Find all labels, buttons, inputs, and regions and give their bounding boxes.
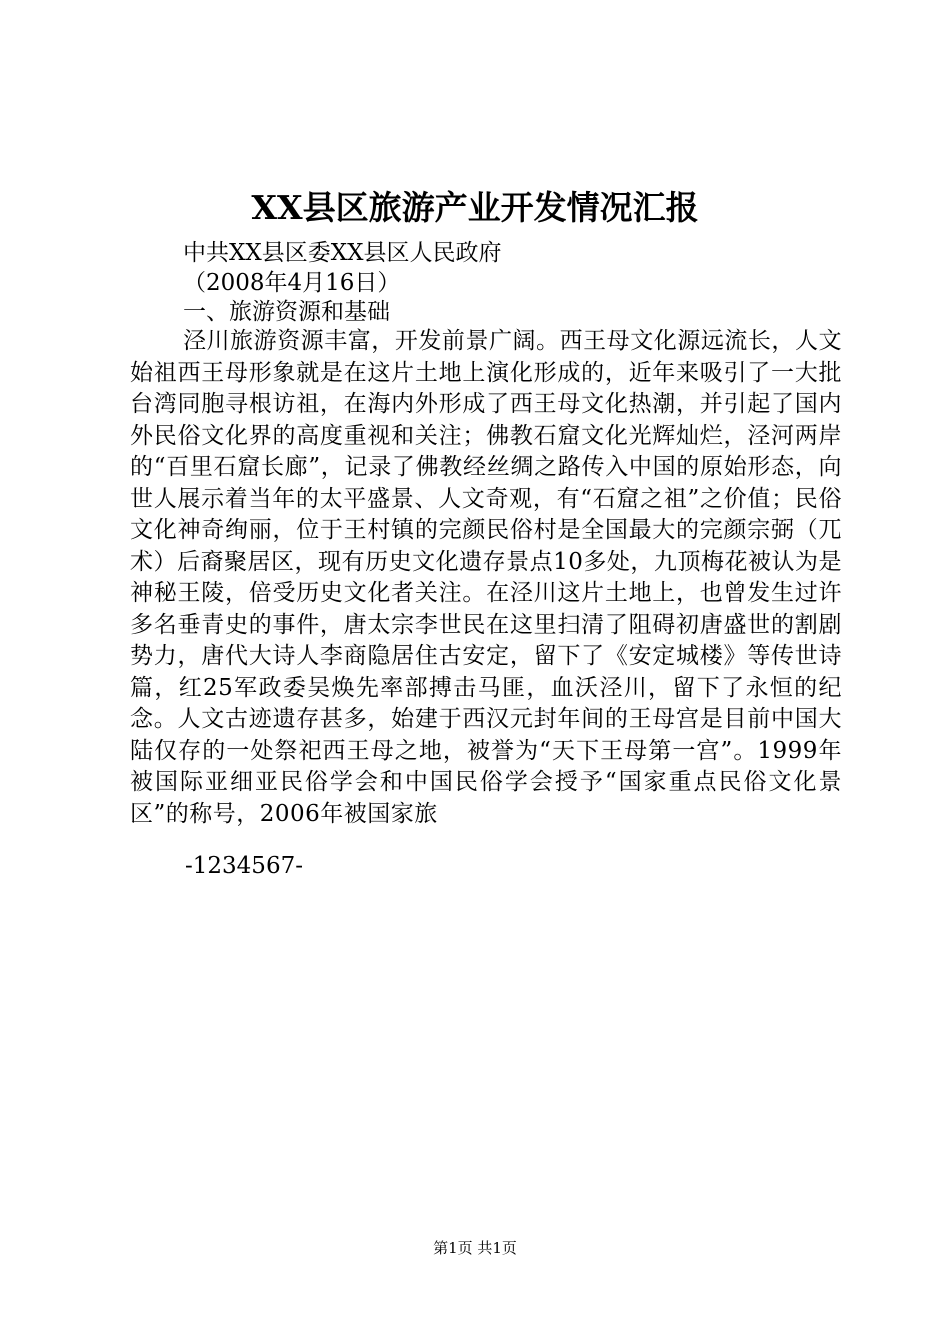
- date-line: （2008年4月16日）: [183, 270, 401, 296]
- issuer-line: 中共XX县区委XX县区人民政府: [183, 240, 502, 266]
- document-title: XX县区旅游产业开发情况汇报: [251, 188, 699, 227]
- page-marker: -1234567-: [185, 853, 303, 879]
- page-footer: 第1页 共1页: [433, 1239, 517, 1257]
- body-paragraph: 泾川旅游资源丰富，开发前景广阔。西王母文化源远流长，人文始祖西王母形象就是在这片土地上演化形成的，近年来吸引了一大批台湾同胞寻根访祖，在海内外形成了西王母文化热潮，并引起了国内外民俗文化界的高度重视和关注；佛教石窟文化光辉灿烂，泾河两岸的“百里石窟长廊”，记录了佛教经丝绸之路传入中国的原始形态，向世人展示着当年的太平盛景、人文奇观，有“石窟之祖”之价值；民俗文化神奇绚丽，位于王村镇的完颜民俗村是全国最大的完颜宗弼（兀术）后裔聚居区，现有历史文化遗存景点10多处，九顶梅花被认为是神秘王陵，倍受历史文化者关注。在泾川这片土地上，也曾发生过许多名垂青史的事件，唐太宗李世民在这里扫清了阻碍初唐盛世的割剧势力，唐代大诗人李商隐居住古安定，留下了《安定城楼》等传世诗篇，红25军政委吴焕先率部搏击马匪，血沃泾川，留下了永恒的纪念。人文古迹遗存甚多，始建于西汉元封年间的王母宫是目前中国大陆仅存的一处祭祀西王母之地，被誉为“天下王母第一宫”。1999年被国际亚细亚民俗学会和中国民俗学会授予“国家重点民俗文化景区”的称号，2006年被国家旅: [130, 328, 842, 827]
- section-heading: 一、旅游资源和基础: [183, 299, 390, 325]
